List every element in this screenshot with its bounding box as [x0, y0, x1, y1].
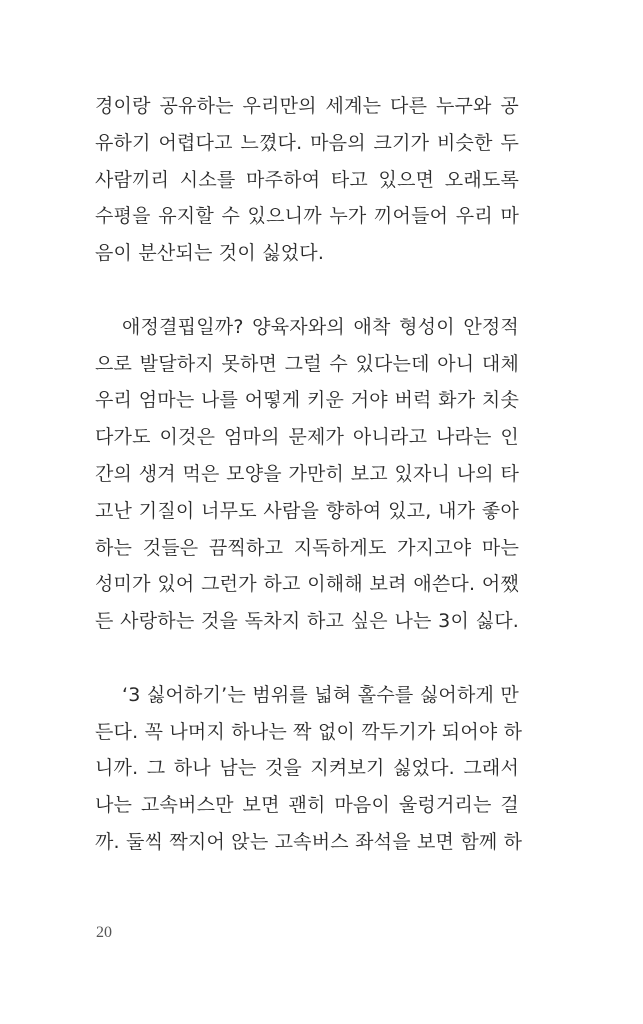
text-line: 하는 것들은 끔찍하고 지독하게도 가지고야 마는 [95, 536, 519, 559]
text-line: 고난 기질이 너무도 사람을 향하여 있고, 내가 좋아 [95, 499, 519, 522]
text-line: 까. 둘씩 짝지어 앉는 고속버스 좌석을 보면 함께 하 [95, 830, 523, 853]
paragraph-3 [95, 677, 523, 861]
text-line: 수평을 유지할 수 있으니까 누가 끼어들어 우리 마 [95, 205, 519, 228]
text-line: 유하기 어렵다고 느꼈다. 마음의 크기가 비슷한 두 [95, 131, 519, 154]
text-line: 애정결핍일까? 양육자와의 애착 형성이 안정적 [122, 315, 519, 338]
text-line: 나는 고속버스만 보면 괜히 마음이 울렁거리는 걸 [95, 794, 519, 817]
text-line: 간의 생겨 먹은 모양을 가만히 보고 있자니 나의 타 [95, 462, 519, 485]
text-line: 으로 발달하지 못하면 그럴 수 있다는데 아니 대체 [95, 352, 519, 375]
paragraph-spacer [95, 272, 519, 309]
text-line: 음이 분산되는 것이 싫었다. [95, 242, 325, 265]
text-line: 경이랑 공유하는 우리만의 세계는 다른 누구와 공 [95, 95, 519, 117]
text-line: 니까. 그 하나 남는 것을 지켜보기 싫었다. 그래서 [95, 757, 519, 780]
paragraph-spacer [95, 640, 519, 677]
paragraph-2 [95, 309, 519, 640]
text-line: 사람끼리 시소를 마주하여 타고 있으면 오래도록 [95, 168, 519, 191]
paragraph-1 [95, 88, 519, 272]
text-line: ‘3 싫어하기’는 범위를 넓혀 홀수를 싫어하게 만 [122, 683, 519, 706]
text-line: 든 사랑하는 것을 독차지 하고 싶은 나는 3이 싫다. [95, 610, 519, 633]
text-line: 든다. 꼭 나머지 하나는 짝 없이 깍두기가 되어야 하 [95, 720, 523, 743]
page-body [95, 88, 523, 861]
text-line: 우리 엄마는 나를 어떻게 키운 거야 버럭 화가 치솟 [95, 389, 519, 412]
text-line: 다가도 이것은 엄마의 문제가 아니라고 나라는 인 [95, 426, 519, 449]
text-line: 성미가 있어 그런가 하고 이해해 보려 애쓴다. 어쨌 [95, 573, 519, 596]
page-number: 20 [96, 924, 112, 941]
